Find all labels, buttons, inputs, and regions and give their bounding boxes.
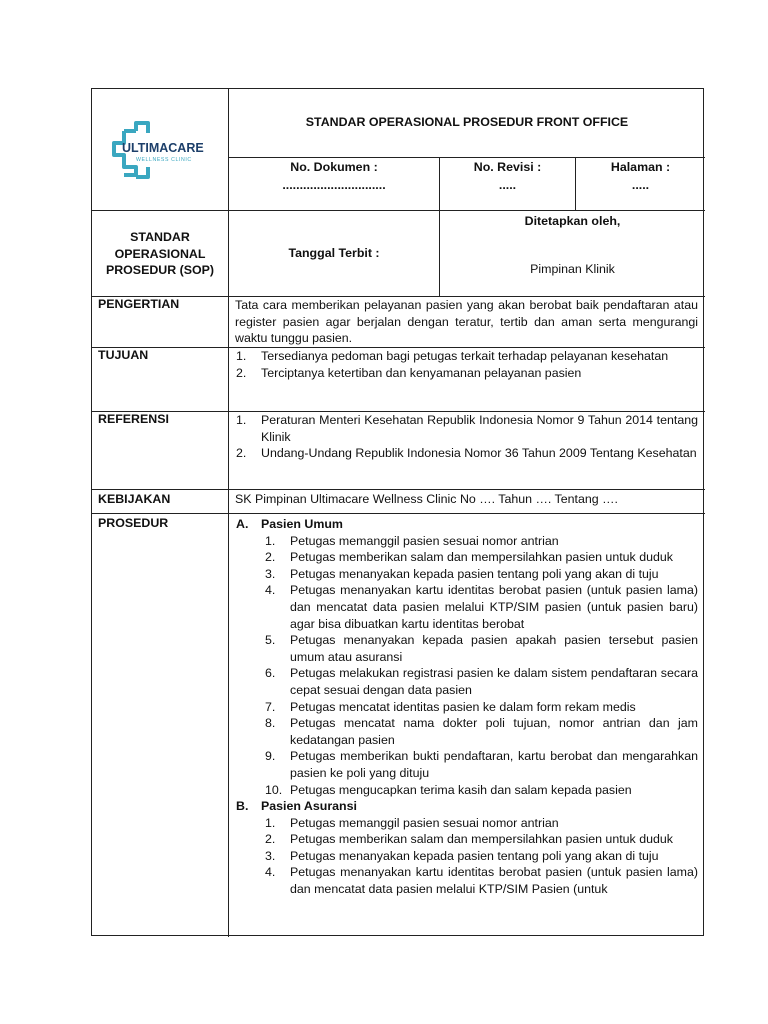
list-item [233,848,698,865]
list-text: Petugas memanggil pasien sesuai nomor antrian [290,815,559,830]
list-number: 6. [265,666,276,681]
list-number: 10. [265,782,283,797]
sop-label-line: OPERASIONAL [114,246,206,261]
section-label-tujuan: TUJUAN [98,348,149,362]
list-item [233,815,698,832]
list-number: 2. [236,365,247,380]
halaman-value: ..... [631,178,650,192]
list-item [233,665,698,698]
list-number: 1. [265,533,276,548]
list-number: 7. [265,699,276,714]
list-text: Petugas memberikan bukti pendaftaran, kartu berobat dan mengarahkan pasien ke poli yang dituju [290,749,698,780]
list-text: Petugas mencatat nama dokter poli tujuan, nomor antrian dan jam kedatangan pasien [290,716,698,747]
list-text: Petugas menanyakan kepada pasien tentang poli yang akan di tuju [290,566,659,581]
list-text: Peraturan Menteri Kesehatan Republik Indonesia Nomor 9 Tahun 2014 tentang Klinik [261,413,698,444]
list-number: 1. [236,413,247,427]
pasien-asuransi-list [233,815,698,898]
logo-subtitle: WELLNESS CLINIC [136,157,192,163]
list-number: 9. [265,749,276,764]
ditetapkan-label: Ditetapkan oleh, [524,214,621,228]
kebijakan-text: SK Pimpinan Ultimacare Wellness Clinic No …. Tahun …. Tentang …. [235,492,618,506]
list-number: 5. [265,633,276,648]
subsection-title: Pasien Asuransi [261,799,357,814]
subsection-letter: A. [236,517,249,531]
list-text: Undang-Undang Republik Indonesia Nomor 36 Tahun 2009 Tentang Kesehatan [261,446,697,461]
list-text: Petugas menanyakan kartu identitas berobat pasien (untuk pasien lama) dan mencatat data pasien melalui KTP/SIM pasien (untuk pasien baru) agar bisa dibuatkan kartu identitas berobat [290,583,698,631]
clinic-logo-icon [110,97,214,201]
list-text: Petugas mengucapkan terima kasih dan salam kepada pasien [290,782,632,797]
prosedur-content [233,516,698,898]
list-number: 8. [265,716,276,731]
divider [228,157,705,158]
no-revisi-value: ..... [498,178,517,192]
list-text: Petugas memberikan salam dan mempersilahkan pasien untuk duduk [290,832,673,847]
list-item [233,533,698,550]
pimpinan-label: Pimpinan Klinik [530,262,615,276]
list-text: Tersedianya pedoman bagi petugas terkait terhadap pelayanan kesehatan [261,349,669,363]
no-revisi-label: No. Revisi : [473,160,542,174]
list-item [233,715,698,748]
divider [92,210,705,211]
divider [92,513,705,514]
logo-wordmark: ULTIMACARE [122,141,204,155]
tujuan-list [233,348,698,381]
list-item [233,582,698,632]
list-item [233,782,698,799]
list-text: Petugas menanyakan kartu identitas berobat pasien (untuk pasien lama) dan mencatat data pasien melalui KTP/SIM Pasien (untuk [290,865,698,897]
sop-document [91,88,704,936]
list-item [233,748,698,781]
list-number: 1. [236,349,247,363]
subsection-heading-pasien-asuransi [233,798,698,815]
subsection-heading-pasien-umum [233,516,698,533]
list-number: 4. [265,865,276,880]
list-item [233,831,698,848]
section-label-pengertian: PENGERTIAN [98,297,180,311]
list-number: 3. [265,848,276,863]
subsection-title: Pasien Umum [261,517,343,531]
list-text: Petugas melakukan registrasi pasien ke dalam sistem pendaftaran secara cepat sesuai dengan data pasien [290,666,698,697]
list-item [233,348,698,365]
clinic-logo [110,97,214,201]
list-number: 3. [265,566,276,581]
list-item [233,699,698,716]
list-text: Petugas mencatat identitas pasien ke dalam form rekam medis [290,699,636,714]
pengertian-text: Tata cara memberikan pelayanan pasien yang akan berobat baik pendaftaran atau register pasien agar berjalan dengan teratur, tertib dan aman serta mengurangi waktu tunggu pasien. [235,298,698,345]
section-label-referensi: REFERENSI [98,412,169,426]
list-text: Petugas menanyakan kepada pasien tentang poli yang akan di tuju [290,848,659,863]
no-dokumen-label: No. Dokumen : [290,160,378,174]
sop-label-line: PROSEDUR (SOP) [105,263,215,277]
list-item [233,445,698,462]
halaman-label: Halaman : [610,160,671,174]
list-text: Petugas menanyakan kepada pasien apakah pasien tersebut pasien umum atau asuransi [290,633,698,664]
list-number: 1. [265,815,276,830]
logo-cell [92,89,228,210]
subsection-letter: B. [236,799,249,814]
list-item [233,566,698,583]
list-item [233,412,698,445]
sop-label [92,229,228,279]
list-number: 2. [265,832,276,847]
no-dokumen-value: .............................. [282,178,386,192]
section-label-prosedur: PROSEDUR [98,516,169,530]
list-item [233,864,698,897]
list-text: Terciptanya ketertiban dan kenyamanan pelayanan pasien [261,365,582,380]
referensi-list [233,412,698,462]
section-label-kebijakan: KEBIJAKAN [98,492,171,506]
document-title: STANDAR OPERASIONAL PROSEDUR FRONT OFFICE [305,115,629,129]
list-number: 4. [265,583,276,598]
divider [92,489,705,490]
list-text: Petugas memberikan salam dan mempersilahkan pasien untuk duduk [290,550,673,565]
list-item [233,365,698,382]
sop-label-line: STANDAR [130,230,190,244]
list-text: Petugas memanggil pasien sesuai nomor antrian [290,533,559,548]
tanggal-terbit-label: Tanggal Terbit : [288,246,380,260]
pasien-umum-list [233,533,698,799]
list-item [233,632,698,665]
list-number: 2. [236,446,247,461]
list-item [233,549,698,566]
list-number: 2. [265,550,276,565]
